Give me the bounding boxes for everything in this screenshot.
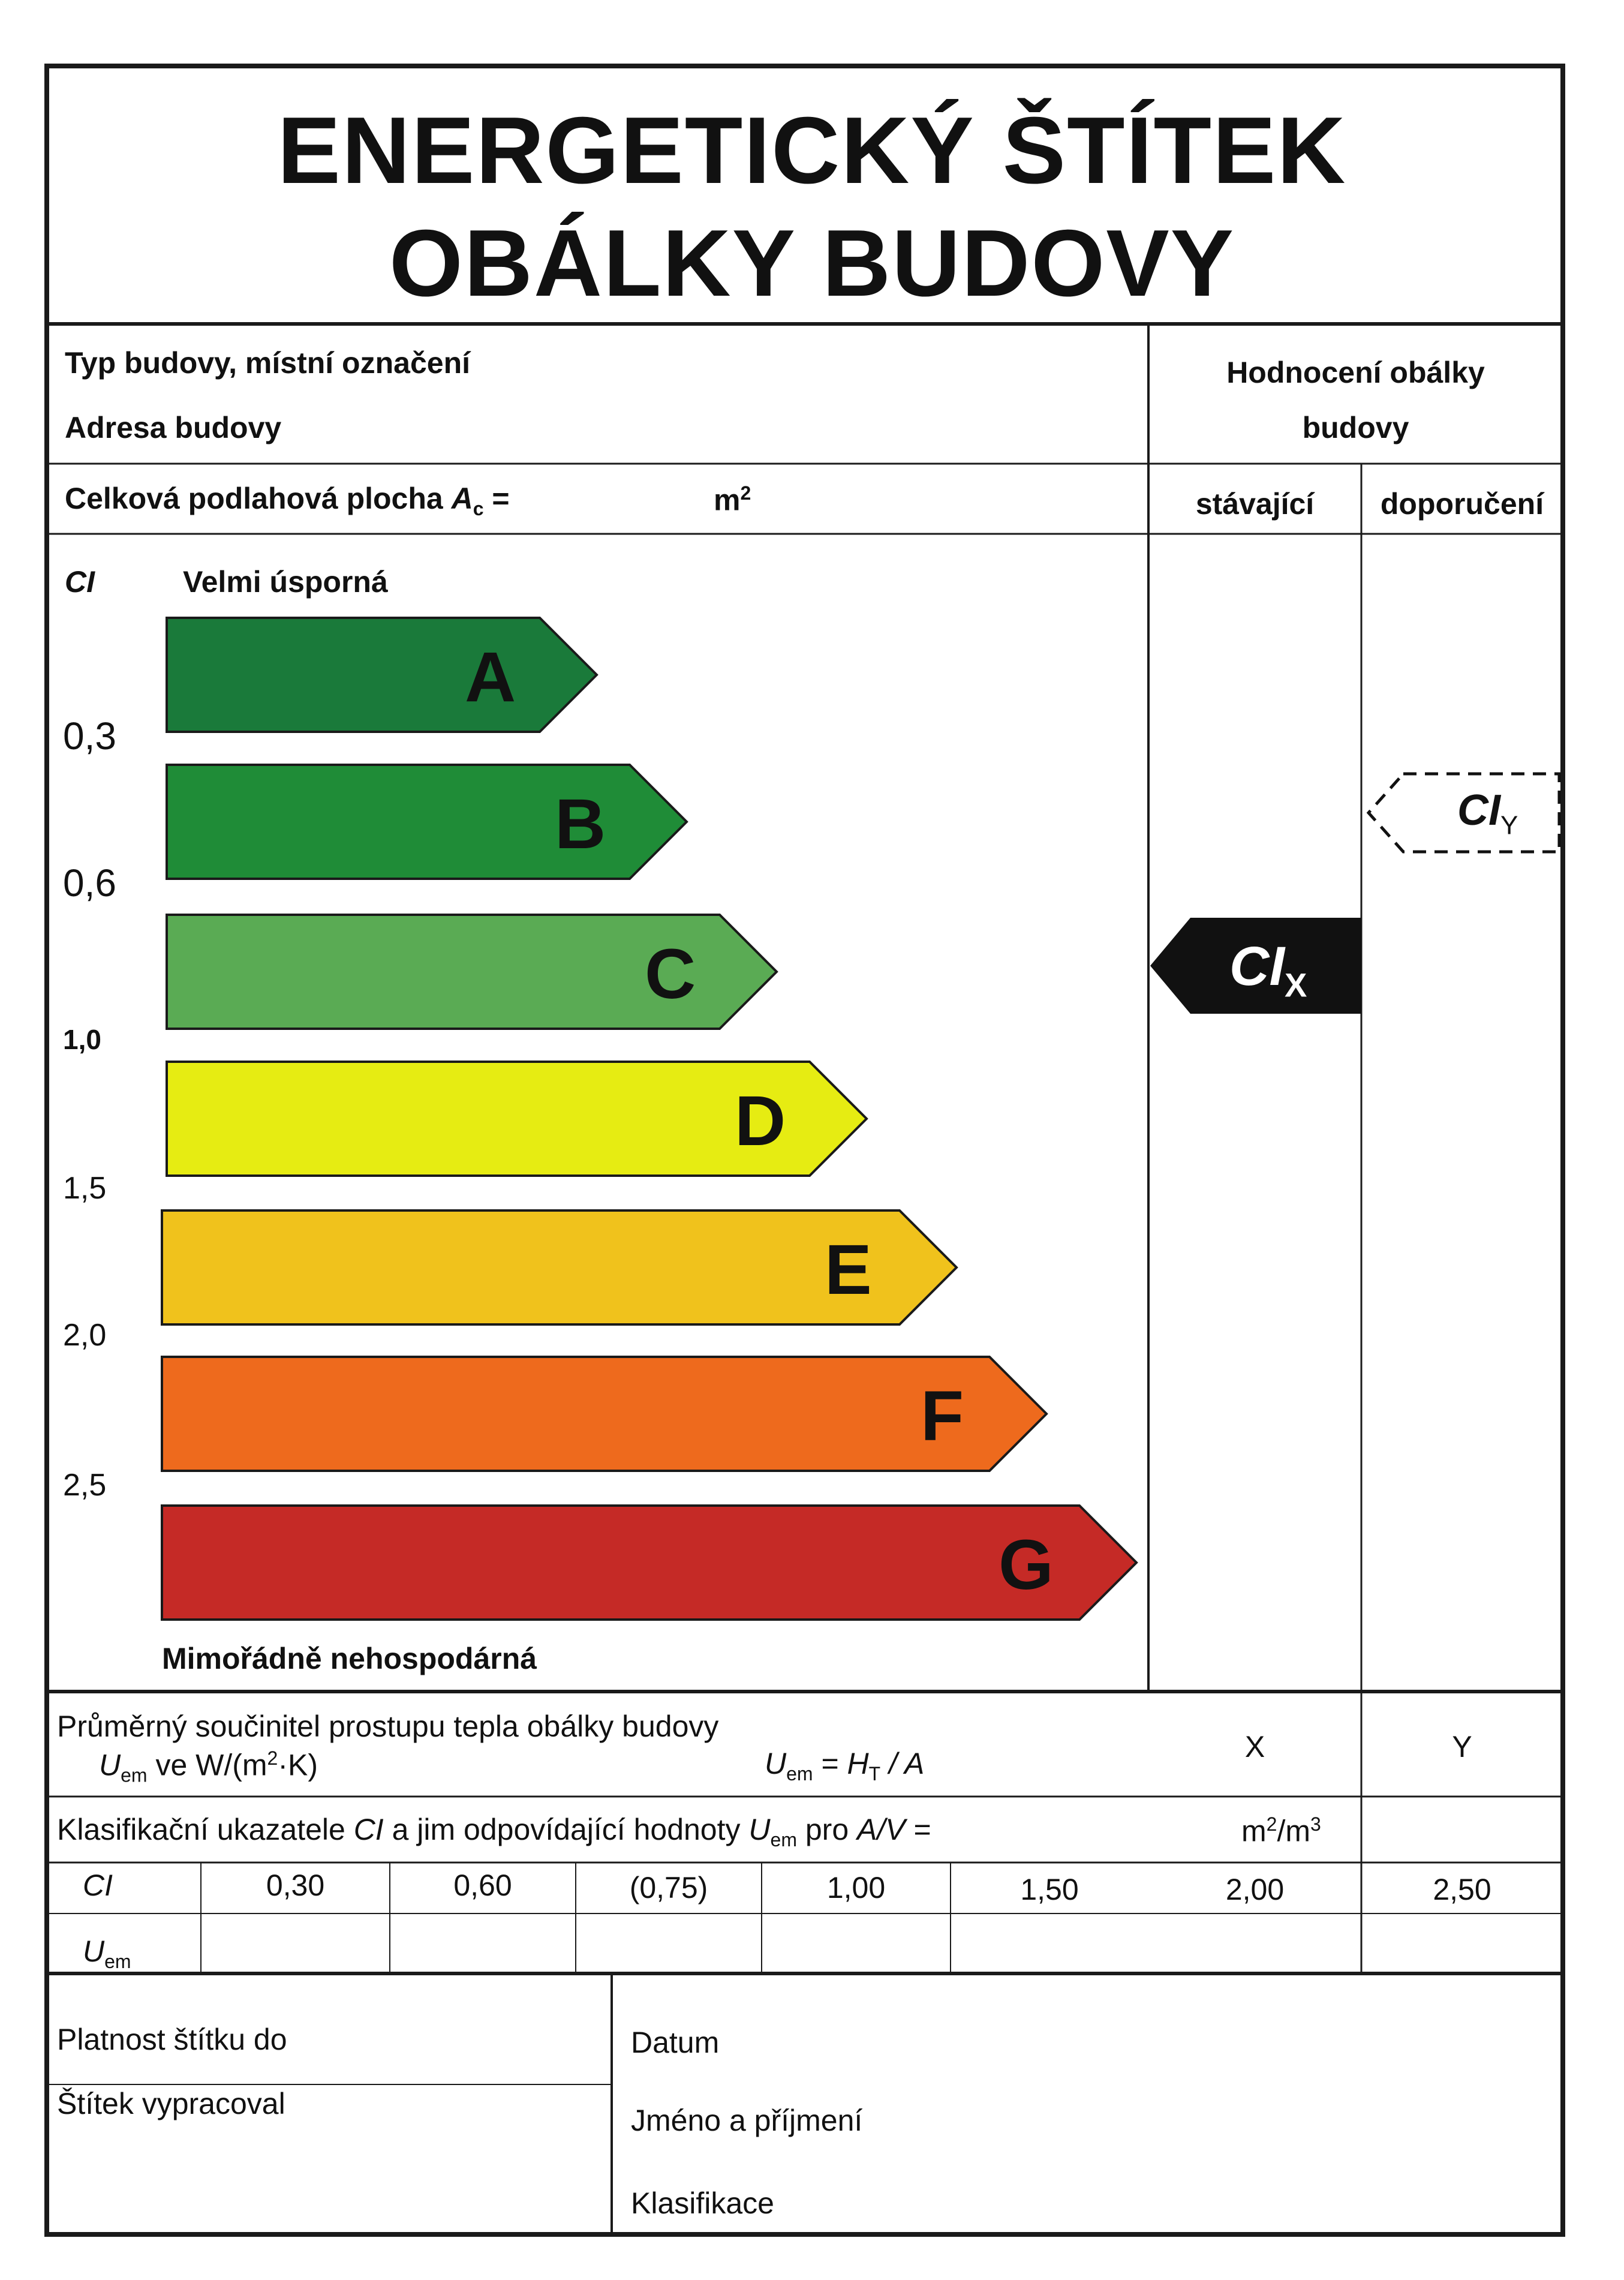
ci-value-2-50: 2,50 (1433, 1873, 1491, 1906)
ci-tick-0-3: 0,3 (63, 714, 116, 758)
velmi-usporna-label: Velmi úsporná (183, 565, 388, 599)
uem-formula: $U_{em} = H_T / A$ (765, 1747, 925, 1785)
class-letter-b: B (555, 785, 606, 864)
current-marker-label: $CI_X$ (1229, 936, 1307, 1004)
ci-tick-2-0: 2,0 (63, 1318, 107, 1353)
ci-value-2-00: 2,00 (1225, 1873, 1285, 1906)
class-arrow-f (162, 1357, 1046, 1471)
title-line2: OBÁLKY BUDOVY (389, 211, 1235, 316)
mimoradne-nehospodarna-label: Mimořádně nehospodárná (162, 1642, 537, 1675)
class-letter-g: G (999, 1525, 1054, 1605)
class-letter-c: C (645, 935, 696, 1014)
podlahova-plocha-label: Celková podlahová plocha $A_c$ = (65, 482, 510, 519)
class-letter-d: D (735, 1082, 786, 1161)
uem-current-value: X (1244, 1730, 1265, 1764)
hodnoceni-heading-line1: Hodnocení obálky (1226, 356, 1485, 389)
ci-tick-1-0: 1,0 (63, 1024, 101, 1055)
uem-row-unit: $U_{em}$ ve $W/(m^2\cdot K)$ (99, 1747, 318, 1786)
class-arrow-a (167, 618, 597, 732)
ci-tick-0-6: 0,6 (63, 861, 116, 905)
typ-budovy-label: Typ budovy, místní označení (65, 346, 471, 380)
ci-tick-2-5: 2,5 (63, 1468, 107, 1503)
title-line1: ENERGETICKÝ ŠTÍTEK (277, 98, 1347, 203)
uem-table-row-label: $U_{em}$ (83, 1934, 131, 1972)
hodnoceni-heading-line2: budovy (1302, 411, 1409, 444)
jmeno-prijmeni-label: Jméno a příjmení (631, 2104, 863, 2137)
av-unit: $m^2/m^3$ (1241, 1813, 1321, 1848)
uem-recommended-value: Y (1452, 1730, 1472, 1764)
platnost-stitku-label: Platnost štítku do (57, 2023, 287, 2056)
class-arrow-b (167, 765, 687, 879)
stavajici-column-header: stávající (1195, 487, 1315, 521)
adresa-budovy-label: Adresa budovy (65, 411, 282, 444)
class-letter-f: F (921, 1377, 964, 1456)
klasifikace-label: Klasifikace (631, 2186, 774, 2220)
ci-value-0-60: 0,60 (453, 1869, 512, 1902)
class-arrow-g (162, 1506, 1136, 1620)
ci-value-0-30: 0,30 (266, 1869, 325, 1902)
uem-row-title: Průměrný součinitel prostupu tepla obálky budovy (57, 1710, 719, 1743)
ci-table-row-label: CI (83, 1869, 113, 1902)
datum-label: Datum (631, 2026, 720, 2059)
ci-tick-1-5: 1,5 (63, 1171, 107, 1206)
ci-value-1-00: 1,00 (826, 1871, 886, 1904)
class-letter-a: A (465, 638, 516, 717)
ci-scale-label: CI (65, 565, 95, 599)
recommended-marker-label: $CI_Y$ (1457, 786, 1518, 840)
class-letter-e: E (825, 1230, 872, 1309)
stitek-vypracoval-label: Štítek vypracoval (57, 2087, 285, 2120)
ci-value-1-50: 1,50 (1020, 1873, 1079, 1906)
plocha-unit: $m^2$ (714, 482, 751, 517)
klasifikace-row-text: Klasifikační ukazatele CI a jim odpovídající hodnoty $U_{em}$ pro A/V = (57, 1813, 931, 1851)
doporuceni-column-header: doporučení (1380, 487, 1544, 521)
ci-value-0-75: (0,75) (629, 1871, 708, 1904)
